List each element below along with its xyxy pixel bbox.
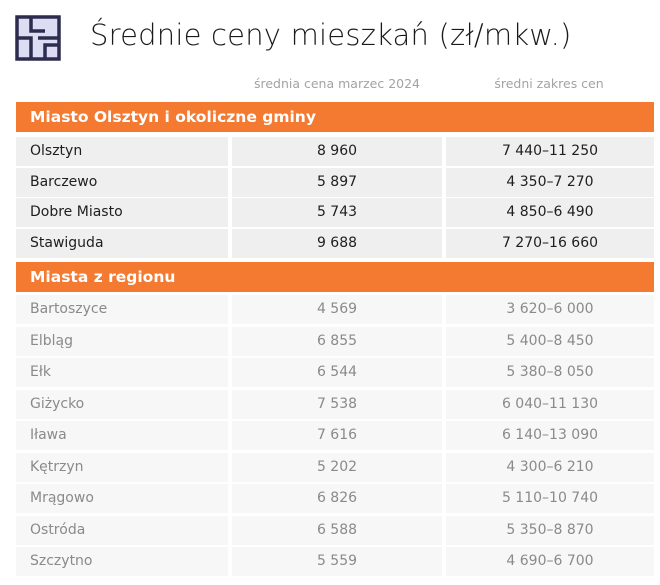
city-cell: Stawiguda [16,229,228,258]
table-row [16,453,654,482]
table-row [16,168,654,197]
table-row [16,358,654,387]
city-cell: Giżycko [16,390,228,419]
avg-price-cell: 5 202 [232,453,442,482]
page-title: Średnie ceny mieszkań (zł/mkw.) [90,18,572,52]
avg-price-cell: 4 569 [232,295,442,324]
section-header [16,102,654,132]
table-row [16,516,654,545]
table-row [16,484,654,513]
price-range-cell: 3 620–6 000 [446,295,654,324]
price-range-cell: 4 690–6 700 [446,547,654,576]
price-range-cell: 4 350–7 270 [446,168,654,197]
city-cell: Barczewo [16,168,228,197]
price-range-cell: 6 140–13 090 [446,421,654,450]
city-cell: Kętrzyn [16,453,228,482]
city-cell: Ostróda [16,516,228,545]
table-row [16,198,654,227]
avg-price-cell: 6 826 [232,484,442,513]
city-cell: Dobre Miasto [16,198,228,227]
table-row [16,295,654,324]
header [14,14,646,62]
section-title: Miasta z regionu [30,268,176,286]
avg-price-cell: 5 559 [232,547,442,576]
section-header [16,262,654,292]
avg-price-cell: 7 616 [232,421,442,450]
avg-price-cell: 5 897 [232,168,442,197]
column-header-avg-price: średnia cena marzec 2024 [253,76,421,91]
price-range-cell: 5 350–8 870 [446,516,654,545]
table-row [16,390,654,419]
city-cell: Ełk [16,358,228,387]
avg-price-cell: 9 688 [232,229,442,258]
table-row [16,547,654,576]
avg-price-cell: 7 538 [232,390,442,419]
table-row [16,421,654,450]
city-cell: Iława [16,421,228,450]
building-grid-logo-icon [14,14,62,62]
city-cell: Elbląg [16,327,228,356]
price-range-cell: 5 380–8 050 [446,358,654,387]
avg-price-cell: 6 855 [232,327,442,356]
city-cell: Mrągowo [16,484,228,513]
price-range-cell: 4 850–6 490 [446,198,654,227]
avg-price-cell: 6 588 [232,516,442,545]
city-cell: Szczytno [16,547,228,576]
table-row [16,229,654,258]
table-row [16,137,654,166]
city-cell: Olsztyn [16,137,228,166]
table-row [16,327,654,356]
city-cell: Bartoszyce [16,295,228,324]
price-range-cell: 6 040–11 130 [446,390,654,419]
price-range-cell: 7 270–16 660 [446,229,654,258]
avg-price-cell: 8 960 [232,137,442,166]
avg-price-cell: 6 544 [232,358,442,387]
column-header-price-range: średni zakres cen [494,76,604,91]
avg-price-cell: 5 743 [232,198,442,227]
price-range-cell: 5 400–8 450 [446,327,654,356]
price-range-cell: 4 300–6 210 [446,453,654,482]
price-range-cell: 5 110–10 740 [446,484,654,513]
section-title: Miasto Olsztyn i okoliczne gminy [30,108,316,126]
price-range-cell: 7 440–11 250 [446,137,654,166]
